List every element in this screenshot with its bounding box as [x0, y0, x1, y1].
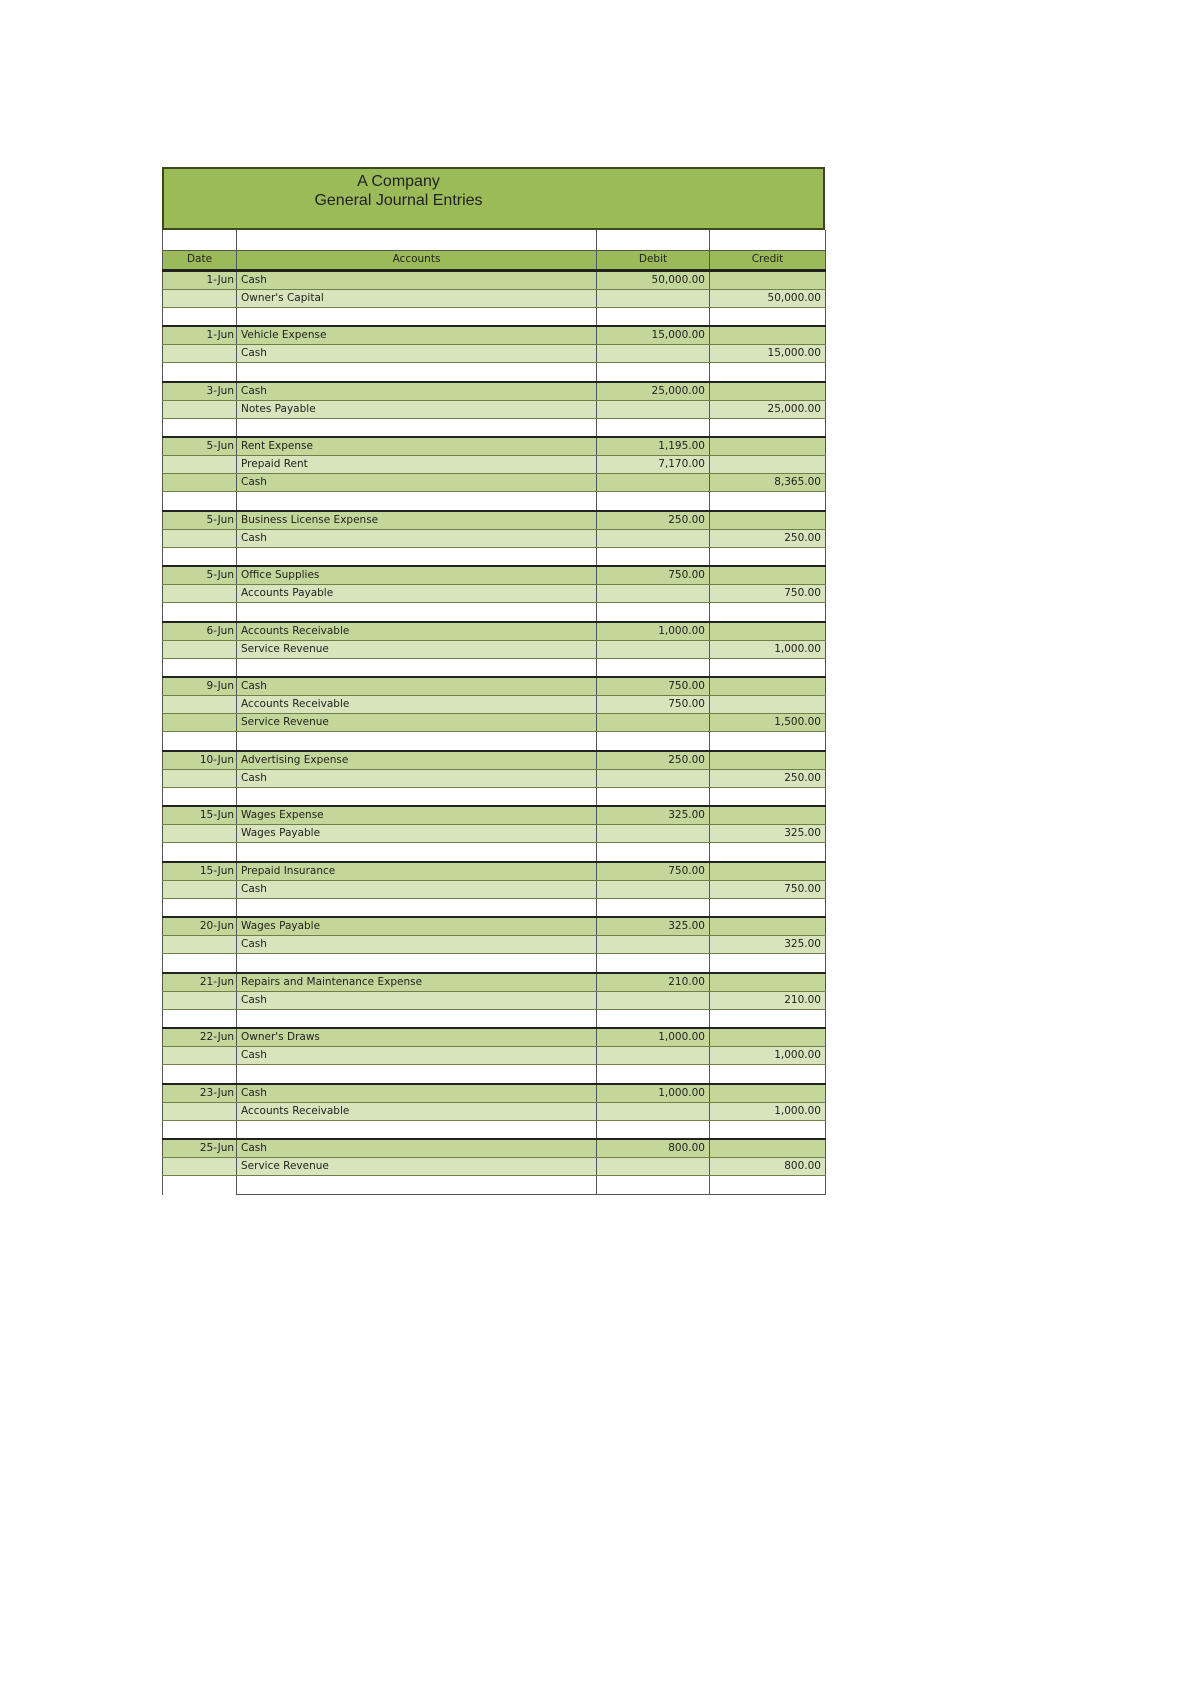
blank-row	[163, 547, 826, 566]
debit-amount	[597, 345, 710, 363]
table-row	[163, 862, 826, 881]
entry-date: 5-Jun	[163, 511, 237, 530]
debit-amount	[597, 714, 710, 732]
cell	[597, 547, 710, 566]
table-row	[163, 677, 826, 696]
cell	[163, 547, 237, 566]
cell	[237, 954, 597, 973]
cell	[597, 492, 710, 511]
cell	[163, 1176, 237, 1195]
table-row	[163, 1047, 826, 1065]
cell	[163, 787, 237, 806]
debit-amount	[597, 529, 710, 547]
credit-amount: 325.00	[710, 936, 826, 954]
entry-date	[163, 936, 237, 954]
entry-date	[163, 1047, 237, 1065]
table-row	[163, 382, 826, 401]
entry-date	[163, 696, 237, 714]
cell	[163, 1120, 237, 1139]
entry-date: 3-Jun	[163, 382, 237, 401]
blank-row	[163, 363, 826, 382]
entry-date	[163, 825, 237, 843]
blank-row	[163, 307, 826, 326]
cell	[237, 732, 597, 751]
debit-amount	[597, 585, 710, 603]
journal-table	[162, 230, 826, 1195]
credit-amount: 15,000.00	[710, 345, 826, 363]
account-name: Office Supplies	[237, 566, 597, 585]
table-row	[163, 1084, 826, 1103]
entry-date: 1-Jun	[163, 270, 237, 289]
table-row	[163, 622, 826, 641]
entry-date: 5-Jun	[163, 437, 237, 456]
cell	[237, 1176, 597, 1195]
table-row	[163, 326, 826, 345]
table-row	[163, 345, 826, 363]
cell	[237, 230, 597, 250]
cell	[597, 603, 710, 622]
debit-amount: 25,000.00	[597, 382, 710, 401]
cell	[597, 363, 710, 382]
debit-amount	[597, 474, 710, 492]
cell	[237, 1065, 597, 1084]
cell	[163, 898, 237, 917]
account-name: Owner's Capital	[237, 289, 597, 307]
debit-amount: 250.00	[597, 751, 710, 770]
credit-amount	[710, 511, 826, 530]
cell	[710, 898, 826, 917]
blank-row	[163, 732, 826, 751]
cell	[597, 898, 710, 917]
blank-row	[163, 658, 826, 677]
entry-date: 9-Jun	[163, 677, 237, 696]
credit-amount: 1,000.00	[710, 1047, 826, 1065]
table-row	[163, 973, 826, 992]
debit-amount	[597, 825, 710, 843]
column-header-date: Date	[163, 250, 237, 270]
cell	[237, 787, 597, 806]
cell	[163, 843, 237, 862]
entry-date	[163, 714, 237, 732]
account-name: Cash	[237, 1047, 597, 1065]
entry-date	[163, 474, 237, 492]
blank-row	[163, 418, 826, 437]
debit-amount	[597, 289, 710, 307]
account-name: Cash	[237, 1139, 597, 1158]
cell	[710, 230, 826, 250]
table-row	[163, 696, 826, 714]
entry-date: 23-Jun	[163, 1084, 237, 1103]
cell	[237, 418, 597, 437]
credit-amount: 1,000.00	[710, 1102, 826, 1120]
account-name: Repairs and Maintenance Expense	[237, 973, 597, 992]
cell	[597, 1009, 710, 1028]
entry-date: 22-Jun	[163, 1028, 237, 1047]
cell	[163, 363, 237, 382]
entry-date	[163, 289, 237, 307]
account-name: Vehicle Expense	[237, 326, 597, 345]
table-row	[163, 456, 826, 474]
credit-amount: 250.00	[710, 529, 826, 547]
title-block	[162, 167, 825, 230]
credit-amount	[710, 973, 826, 992]
blank-row	[163, 843, 826, 862]
blank-row	[163, 1176, 826, 1195]
account-name: Prepaid Insurance	[237, 862, 597, 881]
blank-row	[163, 1065, 826, 1084]
account-name: Cash	[237, 270, 597, 289]
cell	[237, 307, 597, 326]
journal-body	[163, 230, 826, 1195]
credit-amount	[710, 1028, 826, 1047]
table-row	[163, 640, 826, 658]
cell	[163, 418, 237, 437]
debit-amount	[597, 769, 710, 787]
table-row	[163, 566, 826, 585]
cell	[597, 787, 710, 806]
entry-date: 10-Jun	[163, 751, 237, 770]
credit-amount	[710, 1139, 826, 1158]
cell	[237, 1009, 597, 1028]
debit-amount: 750.00	[597, 566, 710, 585]
journal-title: General Journal Entries	[314, 192, 483, 209]
cell	[163, 1009, 237, 1028]
entry-date: 5-Jun	[163, 566, 237, 585]
blank-row	[163, 898, 826, 917]
table-row	[163, 880, 826, 898]
entry-date: 6-Jun	[163, 622, 237, 641]
cell	[163, 1065, 237, 1084]
cell	[163, 307, 237, 326]
debit-amount	[597, 1158, 710, 1176]
table-row	[163, 751, 826, 770]
account-name: Cash	[237, 769, 597, 787]
cell	[710, 1120, 826, 1139]
debit-amount: 800.00	[597, 1139, 710, 1158]
credit-amount: 750.00	[710, 880, 826, 898]
cell	[597, 307, 710, 326]
debit-amount	[597, 936, 710, 954]
entry-date: 25-Jun	[163, 1139, 237, 1158]
entry-date: 21-Jun	[163, 973, 237, 992]
credit-amount: 800.00	[710, 1158, 826, 1176]
table-row	[163, 806, 826, 825]
entry-date: 1-Jun	[163, 326, 237, 345]
account-name: Accounts Receivable	[237, 696, 597, 714]
debit-amount: 210.00	[597, 973, 710, 992]
cell	[710, 1009, 826, 1028]
table-row	[163, 991, 826, 1009]
cell	[237, 898, 597, 917]
debit-amount	[597, 880, 710, 898]
debit-amount: 750.00	[597, 696, 710, 714]
table-row	[163, 400, 826, 418]
entry-date	[163, 456, 237, 474]
entry-date: 20-Jun	[163, 917, 237, 936]
account-name: Notes Payable	[237, 400, 597, 418]
cell	[710, 658, 826, 677]
cell	[710, 1065, 826, 1084]
account-name: Accounts Receivable	[237, 1102, 597, 1120]
table-row	[163, 529, 826, 547]
cell	[237, 1120, 597, 1139]
cell	[710, 603, 826, 622]
column-header-accounts: Accounts	[237, 250, 597, 270]
column-header-credit: Credit	[710, 250, 826, 270]
account-name: Accounts Payable	[237, 585, 597, 603]
credit-amount	[710, 806, 826, 825]
entry-date	[163, 991, 237, 1009]
blank-row	[163, 954, 826, 973]
debit-amount: 325.00	[597, 806, 710, 825]
column-header-debit: Debit	[597, 250, 710, 270]
debit-amount: 15,000.00	[597, 326, 710, 345]
debit-amount: 50,000.00	[597, 270, 710, 289]
debit-amount: 7,170.00	[597, 456, 710, 474]
entry-date	[163, 345, 237, 363]
credit-amount: 250.00	[710, 769, 826, 787]
account-name: Advertising Expense	[237, 751, 597, 770]
debit-amount	[597, 1102, 710, 1120]
debit-amount: 1,195.00	[597, 437, 710, 456]
credit-amount	[710, 456, 826, 474]
account-name: Cash	[237, 677, 597, 696]
entry-date: 15-Jun	[163, 806, 237, 825]
entry-date	[163, 585, 237, 603]
table-row	[163, 474, 826, 492]
table-row	[163, 1139, 826, 1158]
debit-amount: 250.00	[597, 511, 710, 530]
cell	[597, 954, 710, 973]
entry-date	[163, 1102, 237, 1120]
credit-amount	[710, 862, 826, 881]
cell	[237, 603, 597, 622]
table-row	[163, 936, 826, 954]
blank-row	[163, 230, 826, 250]
account-name: Rent Expense	[237, 437, 597, 456]
entry-date: 15-Jun	[163, 862, 237, 881]
credit-amount	[710, 751, 826, 770]
account-name: Wages Payable	[237, 917, 597, 936]
account-name: Cash	[237, 474, 597, 492]
blank-row	[163, 603, 826, 622]
table-row	[163, 714, 826, 732]
cell	[710, 547, 826, 566]
account-name: Wages Payable	[237, 825, 597, 843]
cell	[237, 843, 597, 862]
column-header-row	[163, 250, 826, 270]
table-row	[163, 769, 826, 787]
credit-amount: 25,000.00	[710, 400, 826, 418]
entry-date	[163, 640, 237, 658]
blank-row	[163, 492, 826, 511]
account-name: Service Revenue	[237, 1158, 597, 1176]
credit-amount	[710, 566, 826, 585]
cell	[237, 363, 597, 382]
cell	[597, 1065, 710, 1084]
debit-amount: 1,000.00	[597, 622, 710, 641]
cell	[597, 1120, 710, 1139]
cell	[710, 732, 826, 751]
cell	[163, 658, 237, 677]
account-name: Prepaid Rent	[237, 456, 597, 474]
credit-amount	[710, 437, 826, 456]
credit-amount	[710, 382, 826, 401]
table-row	[163, 585, 826, 603]
cell	[710, 363, 826, 382]
cell	[237, 658, 597, 677]
entry-date	[163, 1158, 237, 1176]
table-row	[163, 825, 826, 843]
blank-row	[163, 1120, 826, 1139]
table-row	[163, 1158, 826, 1176]
cell	[163, 603, 237, 622]
credit-amount: 1,000.00	[710, 640, 826, 658]
table-row	[163, 1102, 826, 1120]
table-row	[163, 1028, 826, 1047]
debit-amount	[597, 640, 710, 658]
account-name: Cash	[237, 345, 597, 363]
entry-date	[163, 880, 237, 898]
debit-amount	[597, 1047, 710, 1065]
account-name: Cash	[237, 529, 597, 547]
account-name: Owner's Draws	[237, 1028, 597, 1047]
account-name: Accounts Receivable	[237, 622, 597, 641]
credit-amount	[710, 622, 826, 641]
blank-row	[163, 1009, 826, 1028]
table-row	[163, 270, 826, 289]
debit-amount	[597, 400, 710, 418]
credit-amount: 750.00	[710, 585, 826, 603]
cell	[163, 230, 237, 250]
debit-amount: 325.00	[597, 917, 710, 936]
cell	[597, 1176, 710, 1195]
debit-amount: 750.00	[597, 862, 710, 881]
account-name: Service Revenue	[237, 714, 597, 732]
account-name: Wages Expense	[237, 806, 597, 825]
cell	[710, 492, 826, 511]
account-name: Cash	[237, 382, 597, 401]
cell	[597, 418, 710, 437]
entry-date	[163, 769, 237, 787]
credit-amount: 1,500.00	[710, 714, 826, 732]
debit-amount: 1,000.00	[597, 1084, 710, 1103]
cell	[597, 732, 710, 751]
blank-row	[163, 787, 826, 806]
credit-amount	[710, 326, 826, 345]
cell	[710, 418, 826, 437]
credit-amount: 325.00	[710, 825, 826, 843]
credit-amount: 210.00	[710, 991, 826, 1009]
account-name: Cash	[237, 936, 597, 954]
credit-amount	[710, 696, 826, 714]
debit-amount: 1,000.00	[597, 1028, 710, 1047]
account-name: Cash	[237, 1084, 597, 1103]
table-row	[163, 511, 826, 530]
table-row	[163, 289, 826, 307]
debit-amount: 750.00	[597, 677, 710, 696]
credit-amount: 8,365.00	[710, 474, 826, 492]
cell	[163, 732, 237, 751]
credit-amount	[710, 1084, 826, 1103]
company-name: A Company	[357, 173, 440, 190]
account-name: Cash	[237, 991, 597, 1009]
cell	[237, 492, 597, 511]
account-name: Business License Expense	[237, 511, 597, 530]
journal-sheet	[162, 167, 825, 1195]
entry-date	[163, 529, 237, 547]
credit-amount	[710, 917, 826, 936]
entry-date	[163, 400, 237, 418]
cell	[710, 1176, 826, 1195]
cell	[597, 230, 710, 250]
debit-amount	[597, 991, 710, 1009]
table-row	[163, 917, 826, 936]
account-name: Service Revenue	[237, 640, 597, 658]
cell	[710, 843, 826, 862]
cell	[710, 954, 826, 973]
cell	[163, 954, 237, 973]
cell	[710, 307, 826, 326]
cell	[597, 658, 710, 677]
credit-amount	[710, 677, 826, 696]
cell	[163, 492, 237, 511]
cell	[237, 547, 597, 566]
account-name: Cash	[237, 880, 597, 898]
credit-amount: 50,000.00	[710, 289, 826, 307]
credit-amount	[710, 270, 826, 289]
cell	[710, 787, 826, 806]
table-row	[163, 437, 826, 456]
cell	[597, 843, 710, 862]
